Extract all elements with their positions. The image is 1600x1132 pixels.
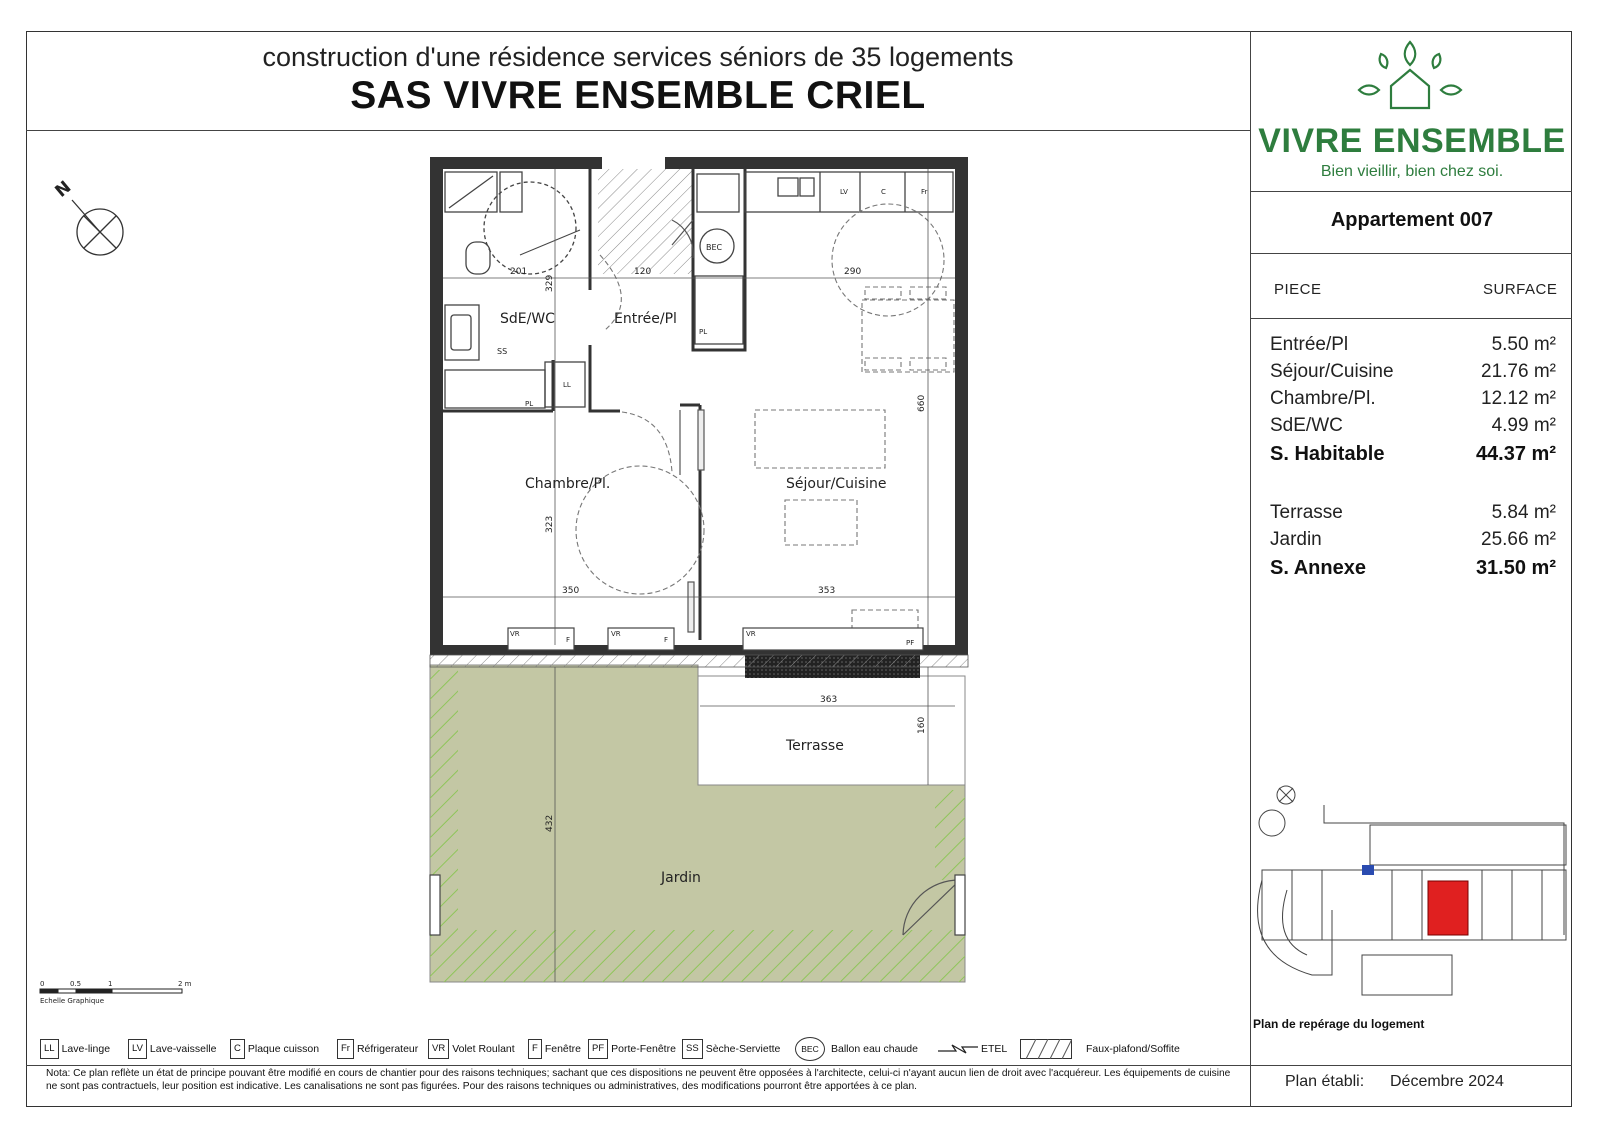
sidebar-divider [1250, 31, 1251, 1107]
legend-code: C [230, 1039, 245, 1059]
project-title: SAS VIVRE ENSEMBLE CRIEL [350, 74, 926, 117]
room-surface: 5.50 m² [1491, 334, 1556, 355]
north-arrow-icon [72, 200, 123, 255]
f-marker: F [566, 636, 571, 644]
vivre-ensemble-logo-icon [1355, 40, 1465, 114]
facade-sill [430, 655, 968, 667]
pl-marker: PL [525, 400, 534, 408]
habitable-total-row [1270, 443, 1556, 469]
legend-item [528, 1036, 581, 1062]
legend-item [795, 1036, 918, 1062]
sidebar-divider-brand [1250, 191, 1572, 192]
vr-marker: VR [510, 630, 520, 638]
dim-label: 350 [562, 586, 580, 596]
room-label: Entrée/Pl [1270, 334, 1349, 355]
legend-item [588, 1036, 676, 1062]
locator-caption: Plan de repérage du logement [1253, 1017, 1425, 1031]
brand-tagline: Bien vieillir, bien chez soi. [1320, 163, 1504, 180]
legend-item [128, 1036, 216, 1062]
brand-name: VIVRE ENSEMBLE [1258, 122, 1566, 160]
legend-text: Plaque cuisson [247, 1043, 320, 1055]
total-surface: 44.37 m² [1475, 443, 1556, 465]
location-plan [1252, 775, 1570, 1015]
annexe-total-row [1270, 557, 1556, 583]
room-surface: 12.12 m² [1481, 388, 1556, 409]
scale-bar [40, 989, 182, 993]
equipment-markers [497, 188, 928, 647]
legend-text: Sèche-Serviette [705, 1043, 781, 1055]
dim-label: 201 [510, 267, 528, 277]
room-label-sde: SdE/WC [500, 311, 555, 327]
established-date: Décembre 2024 [1390, 1073, 1504, 1090]
vr-marker: VR [611, 630, 621, 638]
established-label: Plan établi: [1285, 1073, 1365, 1090]
legend-code: LV [128, 1039, 147, 1059]
annex-label: Jardin [1270, 529, 1322, 550]
project-subtitle: construction d'une résidence services séniors de 35 logements [262, 42, 1014, 72]
legend-code: SS [682, 1039, 703, 1059]
room-label: Séjour/Cuisine [1270, 361, 1394, 382]
room-label: SdE/WC [1270, 415, 1343, 436]
legend [40, 1036, 1220, 1064]
total-label: S. Annexe [1270, 557, 1366, 579]
vr-marker: VR [746, 630, 756, 638]
column-header-surface: SURFACE [1483, 281, 1558, 298]
surface-row [1270, 388, 1556, 414]
surface-row [1270, 415, 1556, 441]
sidebar-divider-cols [1250, 318, 1572, 319]
dim-label: 323 [545, 515, 555, 533]
footer-divider [26, 1065, 1572, 1066]
disclaimer-note: Nota: Ce plan reflète un état de principe pouvant être modifié en cours de chantier pour des raisons techniques; sachant que ces dispositions ne peuvent être opposées à l'architecte, celui-ci n'ayant aucun lien de droit avec l'acquéreur. Les équipements de cuisine ne sont pas contractuels, leur position est indicative. Les canalisations ne sont pas figurées. Pour des raisons techniques ou administratives, des modifications pourront être apportées à ce plan. [46, 1068, 1231, 1092]
etel-icon [938, 1042, 978, 1056]
legend-item [428, 1036, 515, 1062]
kitchen-counter [695, 172, 953, 344]
north-label: N [51, 177, 76, 202]
ll-marker: LL [563, 381, 571, 389]
legend-text: Porte-Fenêtre [611, 1043, 676, 1055]
dim-label: 432 [545, 814, 555, 832]
legend-item [1020, 1036, 1180, 1062]
legend-item [938, 1036, 1007, 1062]
surface-row [1270, 529, 1556, 555]
apartment-name: Appartement 007 [1330, 209, 1494, 231]
legend-code: F [528, 1039, 542, 1059]
legend-text: Lave-linge [61, 1043, 111, 1055]
room-surface: 4.99 m² [1491, 415, 1556, 436]
legend-text: Ballon eau chaude [831, 1043, 918, 1055]
legend-code: BEC [795, 1037, 825, 1061]
legend-code: LL [40, 1039, 59, 1059]
annex-surface: 25.66 m² [1481, 529, 1556, 550]
legend-item [230, 1036, 319, 1062]
dim-label: 290 [844, 267, 862, 277]
scale-tick: 2 m [178, 980, 192, 988]
legend-text: Fenêtre [544, 1043, 581, 1055]
room-label-terrasse: Terrasse [786, 738, 844, 754]
bathroom-fixtures [445, 172, 585, 408]
dim-label: 120 [634, 267, 652, 277]
lv-marker: LV [840, 188, 848, 196]
scale-tick: 0 [40, 980, 45, 988]
sidebar-divider-apt [1250, 253, 1572, 254]
legend-code: Fr [337, 1039, 354, 1059]
ss-marker: SS [497, 347, 508, 356]
room-label: Chambre/Pl. [1270, 388, 1376, 409]
interior-walls [443, 169, 745, 640]
room-label-jardin: Jardin [661, 870, 701, 886]
pl-marker: PL [699, 328, 708, 336]
legend-text: ETEL [981, 1043, 1008, 1055]
dim-label: 363 [820, 695, 838, 705]
legend-code: PF [588, 1039, 608, 1059]
fr-marker: Fr [921, 188, 928, 196]
legend-text: Faux-plafond/Soffite [1086, 1043, 1180, 1055]
entry-soffit [598, 169, 693, 274]
dim-label: 353 [818, 586, 836, 596]
surface-row [1270, 334, 1556, 360]
legend-text: Lave-vaisselle [149, 1043, 217, 1055]
dim-label: 660 [917, 394, 927, 412]
room-label-chambre: Chambre/Pl. [525, 476, 611, 492]
room-surface: 21.76 m² [1481, 361, 1556, 382]
pf-marker: PF [906, 639, 915, 647]
column-header-piece: PIECE [1274, 281, 1322, 298]
total-label: S. Habitable [1270, 443, 1385, 465]
scale-tick: 0.5 [70, 980, 82, 988]
legend-text: Réfrigerateur [356, 1043, 419, 1055]
legend-item [40, 1036, 110, 1062]
surface-row [1270, 502, 1556, 528]
legend-item [682, 1036, 780, 1062]
room-label-sejour: Séjour/Cuisine [786, 476, 887, 492]
scale-caption: Echelle Graphique [40, 997, 105, 1005]
locator-highlight [1428, 881, 1468, 935]
legend-text: Volet Roulant [452, 1043, 515, 1055]
legend-code: VR [428, 1039, 449, 1059]
bec-marker: BEC [706, 243, 723, 252]
soffit-hatch-icon [1020, 1039, 1072, 1059]
annex-surface: 5.84 m² [1491, 502, 1556, 523]
f-marker: F [664, 636, 669, 644]
dim-label: 160 [917, 716, 927, 734]
room-label-entree: Entrée/Pl [614, 311, 677, 327]
total-surface: 31.50 m² [1475, 557, 1556, 579]
dim-label: 329 [545, 274, 555, 292]
scale-tick: 1 [108, 980, 113, 988]
legend-item [337, 1036, 418, 1062]
c-marker: C [881, 188, 886, 196]
surface-row [1270, 361, 1556, 387]
annex-label: Terrasse [1270, 502, 1343, 523]
